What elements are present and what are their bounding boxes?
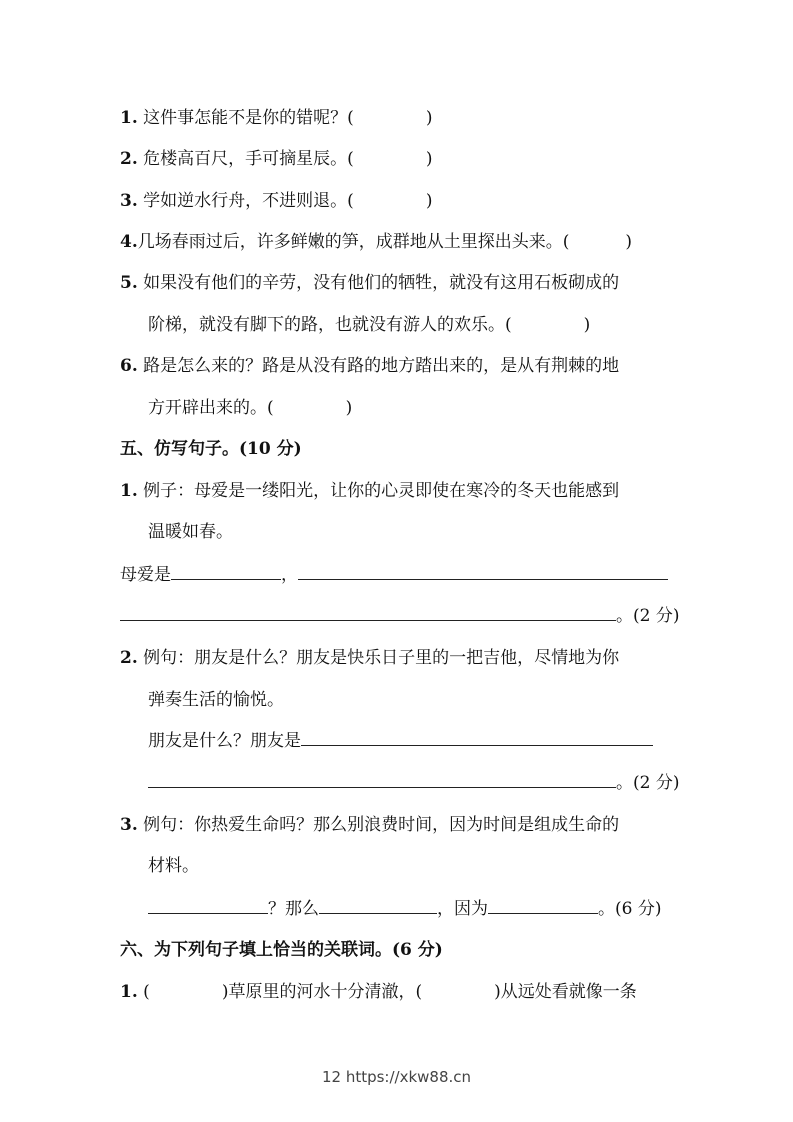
close-paren: ) (345, 398, 353, 418)
answer-blank[interactable] (319, 897, 437, 914)
item-number: 4 (120, 232, 132, 252)
item-text: 危楼高百尺，手可摘星辰。( (143, 149, 354, 169)
question-text: )从远处看就像一条 (494, 982, 637, 1002)
item-text: 阶梯，就没有脚下的路，也就没有游人的欢乐。( (148, 315, 512, 335)
answer-blank[interactable] (298, 563, 668, 580)
section5-q1: 1. 例子：母爱是一缕阳光，让你的心灵即使在寒冷的冬天也能感到 (120, 481, 620, 501)
section5-q3: 3. 例句：你热爱生命吗？那么别浪费时间，因为时间是组成生命的 (120, 815, 620, 835)
item-text: 路是怎么来的？路是从没有路的地方踏出来的，是从有荆棘的地 (143, 356, 620, 376)
question-text: 例句：朋友是什么？朋友是快乐日子里的一把吉他，尽情地为你 (143, 648, 620, 668)
section-title: 五、仿写句子。(10 分) (120, 439, 302, 459)
close-paren: ) (425, 191, 433, 211)
score-label: 。(2 分) (616, 606, 680, 626)
item-number: 6 (120, 356, 132, 376)
section5-q3-continued: 材料。 (148, 856, 199, 876)
fill-connector: ？那么 (268, 899, 319, 919)
item-6: 6. 路是怎么来的？路是从没有路的地方踏出来的，是从有荆棘的地 (120, 356, 620, 376)
fill-prefix: 母爱是 (120, 565, 171, 585)
question-text: )草原里的河水十分清澈，( (221, 982, 423, 1002)
section-title: 六、为下列句子填上恰当的关联词。(6 分) (120, 940, 443, 960)
section5-q2-continued: 弹奏生活的愉悦。 (148, 690, 284, 710)
fill-prefix: 朋友是什么？朋友是 (148, 731, 301, 751)
close-paren: ) (425, 108, 433, 128)
item-number: 1 (120, 481, 132, 501)
question-text: 例子：母爱是一缕阳光，让你的心灵即使在寒冷的冬天也能感到 (143, 481, 620, 501)
item-2: 2. 危楼高百尺，手可摘星辰。( ) (120, 149, 433, 169)
section5-q1-continued: 温暖如春。 (148, 522, 233, 542)
item-text: 学如逆水行舟，不进则退。( (143, 191, 354, 211)
close-paren: ) (625, 232, 633, 252)
fill-connector: ，因为 (437, 899, 488, 919)
answer-blank[interactable] (171, 563, 281, 580)
item-6-continued (148, 396, 352, 420)
section5-q3-fill (148, 897, 661, 921)
section5-q2-fill-2 (148, 771, 679, 795)
item-1: 1. 这件事怎能不是你的错呢？( ) (120, 108, 433, 128)
item-number: 1 (120, 108, 132, 128)
close-paren: ) (583, 315, 591, 335)
item-text: 方开辟出来的。( (148, 398, 274, 418)
item-text: 几场春雨过后，许多鲜嫩的笋，成群地从土里探出头来。( (137, 232, 570, 252)
section5-q2: 2. 例句：朋友是什么？朋友是快乐日子里的一把吉他，尽情地为你 (120, 648, 620, 668)
section5-q2-fill (148, 729, 653, 753)
section5-q1-fill-2 (120, 604, 679, 628)
item-4: 4.几场春雨过后，许多鲜嫩的笋，成群地从土里探出头来。( ) (120, 232, 633, 252)
page-footer: 12 https://xkw88.cn (321, 1068, 472, 1086)
answer-blank[interactable] (120, 604, 616, 621)
score-label: 。(2 分) (616, 773, 680, 793)
item-number: 1 (120, 982, 132, 1002)
section5-q1-fill (120, 563, 668, 587)
item-3: 3. 学如逆水行舟，不进则退。( ) (120, 191, 433, 211)
item-number: 5 (120, 273, 132, 293)
answer-blank[interactable] (488, 897, 598, 914)
item-number: 2 (120, 648, 132, 668)
comma: ， (281, 565, 298, 585)
close-paren: ) (425, 149, 433, 169)
section6-q1: 1. ( )草原里的河水十分清澈，( )从远处看就像一条 (120, 982, 637, 1002)
item-number: 3 (120, 815, 132, 835)
item-text: 这件事怎能不是你的错呢？( (143, 108, 354, 128)
answer-blank[interactable] (301, 729, 653, 746)
score-label: 。(6 分) (598, 899, 662, 919)
answer-blank[interactable] (148, 897, 268, 914)
open-paren: ( (143, 982, 150, 1002)
item-5-continued (148, 313, 590, 337)
item-number: 3 (120, 191, 132, 211)
item-number: 2 (120, 149, 132, 169)
answer-blank[interactable] (148, 771, 616, 788)
item-5: 5. 如果没有他们的辛劳，没有他们的牺牲，就没有这用石板砌成的 (120, 273, 620, 293)
question-text: 例句：你热爱生命吗？那么别浪费时间，因为时间是组成生命的 (143, 815, 620, 835)
item-text: 如果没有他们的辛劳，没有他们的牺牲，就没有这用石板砌成的 (143, 273, 620, 293)
